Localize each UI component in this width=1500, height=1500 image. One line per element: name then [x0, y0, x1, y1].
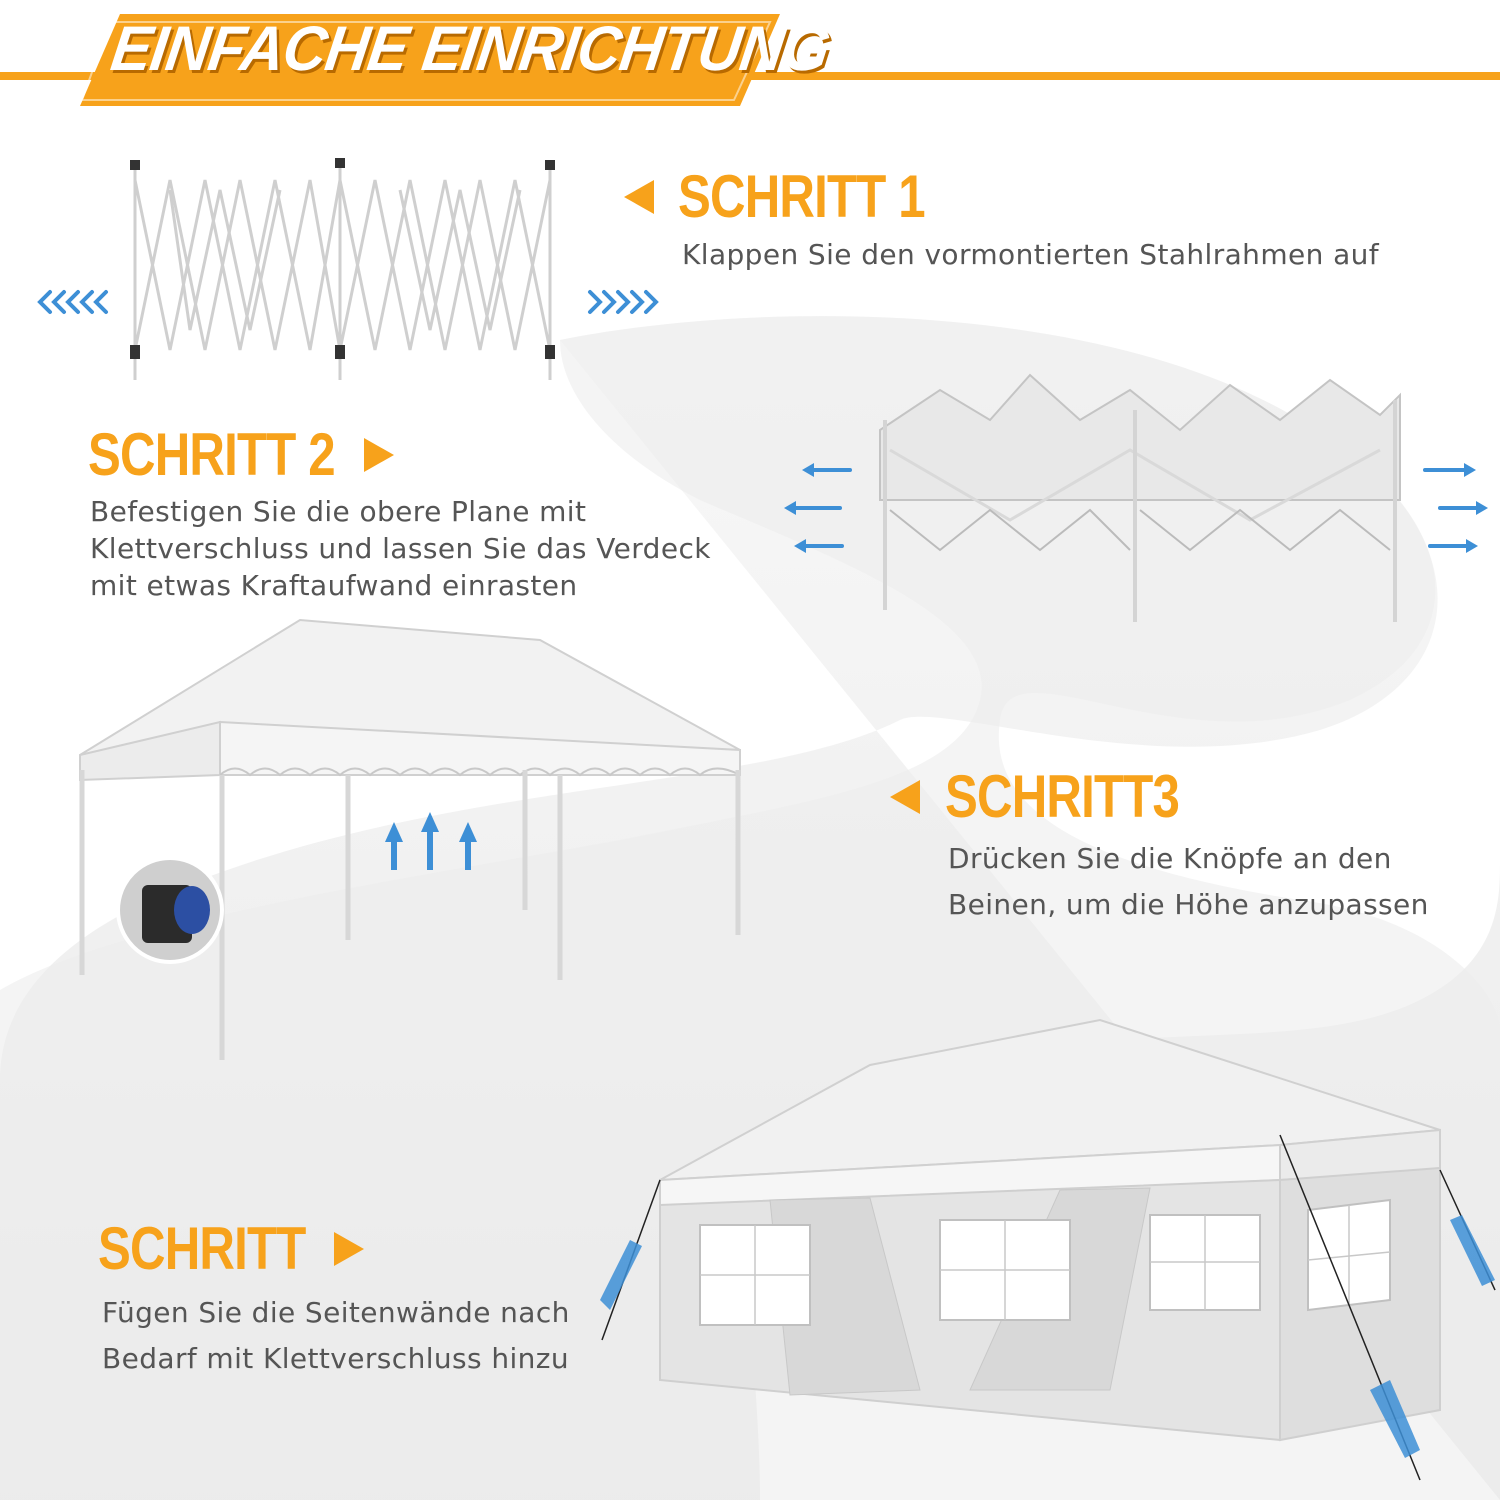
canopy-frame-illustration	[780, 360, 1500, 640]
step-2-line-1: Befestigen Sie die obere Plane mit	[90, 495, 587, 528]
step-1-title: SCHRITT 1	[678, 163, 925, 230]
step-2-title: SCHRITT 2	[88, 421, 335, 488]
step-3-text	[948, 836, 1429, 928]
step-4-line-2: Bedarf mit Klettverschluss hinzu	[102, 1342, 570, 1375]
step-1-text	[682, 236, 1379, 273]
arrow-right-icon	[334, 1232, 364, 1266]
step-3-line-1: Drücken Sie die Knöpfe an den	[948, 842, 1392, 875]
tent-with-walls-illustration	[590, 1010, 1500, 1500]
step-2-line-2: Klettverschluss und lassen Sie das Verdeck	[90, 532, 711, 565]
step-4-text	[102, 1290, 570, 1382]
step-3-title: SCHRITT3	[945, 763, 1179, 830]
step-3-line-2: Beinen, um die Höhe anzupassen	[948, 888, 1429, 921]
step-4-line-1: Fügen Sie die Seitenwände nach	[102, 1296, 570, 1329]
step-2-text	[90, 493, 711, 604]
banner-title: EINFACHE EINRICHTUNG	[107, 13, 834, 84]
step-2-line-3: mit etwas Kraftaufwand einrasten	[90, 569, 578, 602]
arrow-left-icon	[890, 780, 920, 814]
step-4-title: SCHRITT	[98, 1215, 306, 1282]
arrow-right-icon	[364, 438, 394, 472]
tent-illustration	[70, 610, 760, 1070]
step-1-line-1: Klappen Sie den vormontierten Stahlrahmen auf	[682, 238, 1380, 271]
frame-illustration	[20, 150, 680, 390]
